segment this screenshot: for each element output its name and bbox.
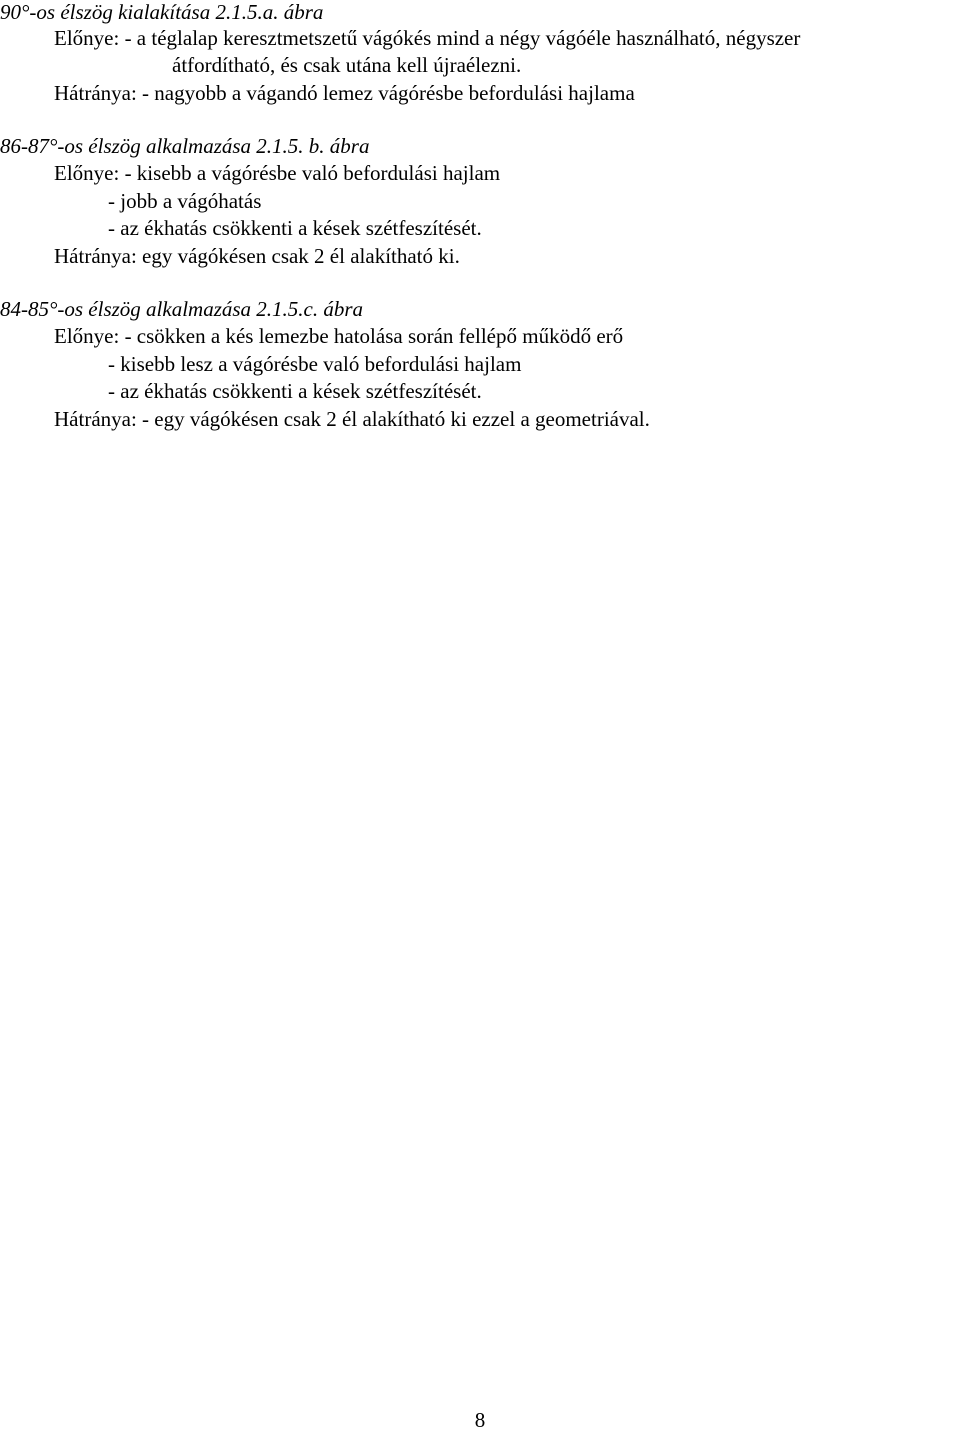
section-1-disadvantages: Hátránya: - nagyobb a vágandó lemez vágórésbe befordulási hajlama [54,81,635,105]
section-1-advantages: Előnye: - a téglalap keresztmetszetű vágókés mind a négy vágóéle használható, négyszer [54,26,801,50]
section-2-advantage-item: - az ékhatás csökkenti a kések szétfeszítését. [108,216,482,240]
section-3-disadvantages: Hátránya: - egy vágókésen csak 2 él alakítható ki ezzel a geometriával. [54,407,650,431]
section-3-advantage-item: - az ékhatás csökkenti a kések szétfeszítését. [108,379,482,403]
section-1-heading: 90°-os élszög kialakítása 2.1.5.a. ábra [0,0,324,24]
section-2-heading: 86-87°-os élszög alkalmazása 2.1.5. b. ábra [0,134,370,158]
section-1-advantages-continued: átfordítható, és csak utána kell újraélezni. [172,53,522,77]
section-2-advantages: Előnye: - kisebb a vágórésbe való befordulási hajlam [54,161,501,185]
page-number: 8 [474,1408,486,1432]
section-3-advantage-item: - kisebb lesz a vágórésbe való befordulási hajlam [108,352,522,376]
section-2-advantage-item: - jobb a vágóhatás [108,189,262,213]
section-3-heading: 84-85°-os élszög alkalmazása 2.1.5.c. ábra [0,297,364,321]
section-3-advantages: Előnye: - csökken a kés lemezbe hatolása során fellépő működő erő [54,324,624,348]
section-2-disadvantages: Hátránya: egy vágókésen csak 2 él alakítható ki. [54,244,460,268]
